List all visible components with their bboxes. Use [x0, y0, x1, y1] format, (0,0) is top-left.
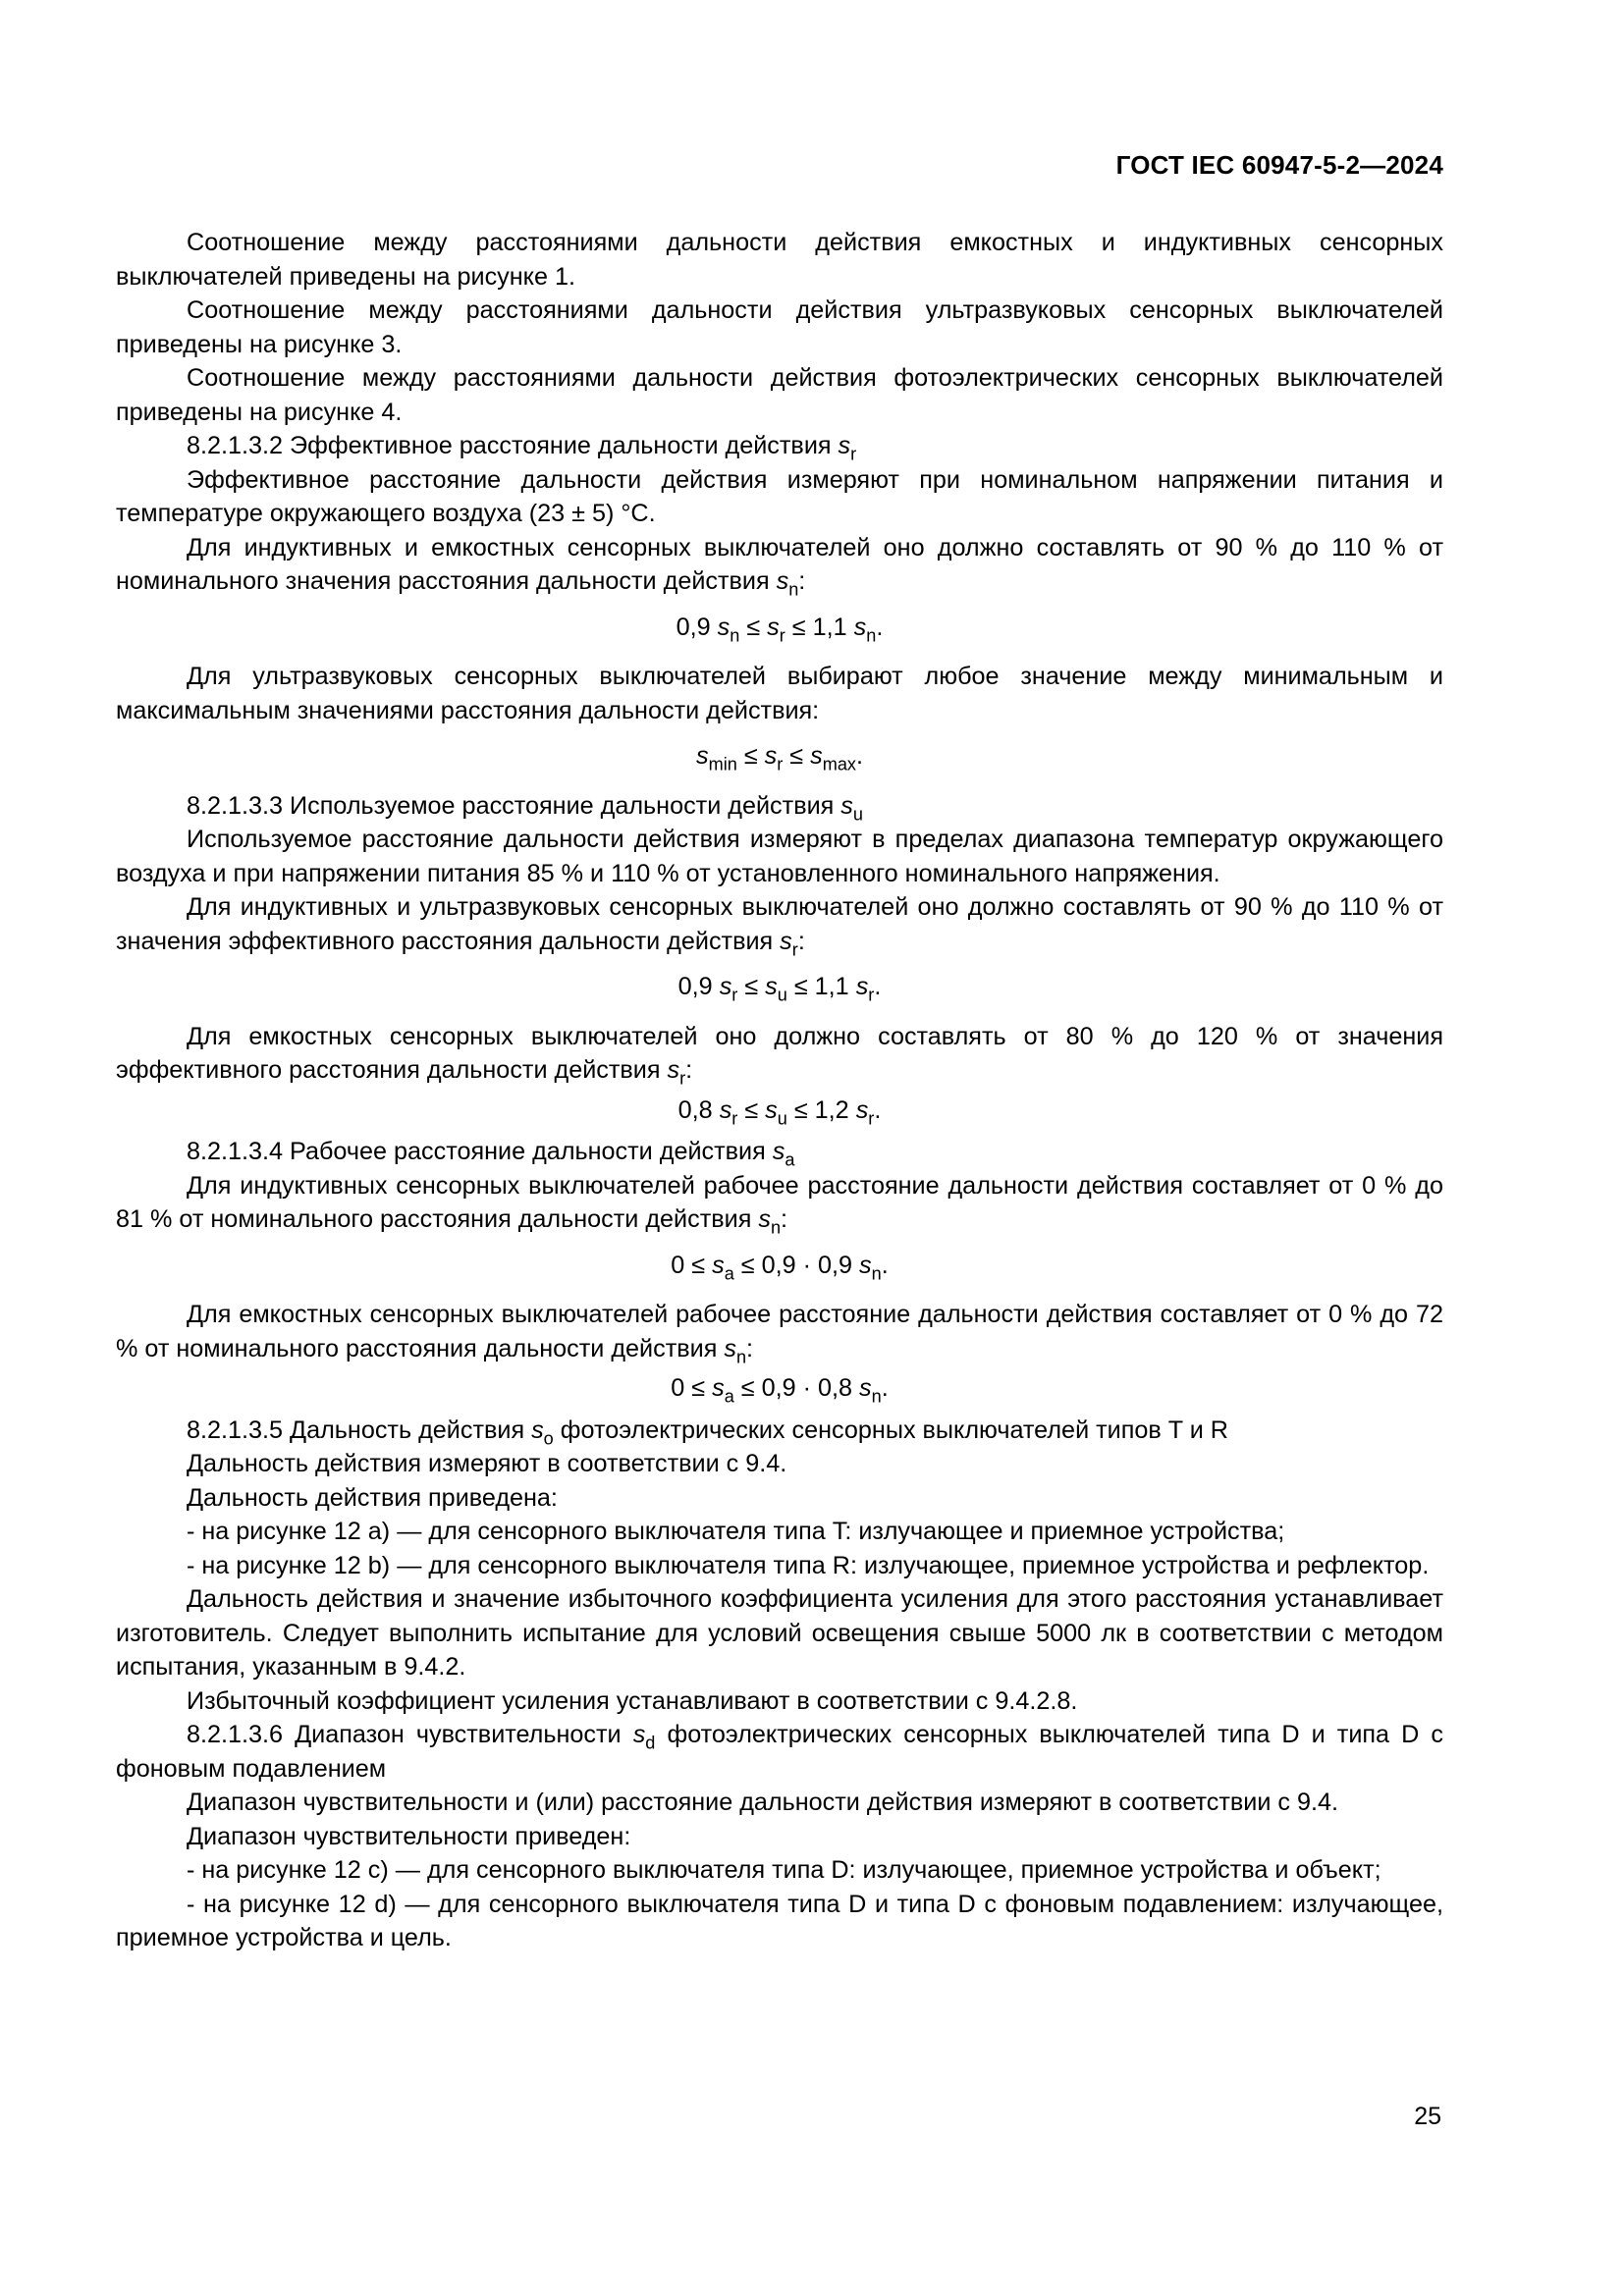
section-heading: 8.2.1.3.3 Используемое расстояние дальности действия $s_u$ — [187, 791, 863, 824]
paragraph: Соотношение между расстояниями дальности действия ультразвуковых сенсорных выключателей приведены на рисунке 3. — [116, 296, 1443, 358]
formula: 0,9 $s_n \le s_r \le 1,1$ $s_n$. — [676, 613, 884, 645]
paragraph: Диапазон чувствительности и (или) расстояние дальности действия измеряют в соответствии с 9.4. — [187, 1789, 1339, 1816]
paragraph: Дальность действия и значение избыточного коэффициента усиления для этого расстояния устанавливает изготовитель. Следует выполнить испытание для условий освещения свыше 5000 лк в соответствии с методом испытания, указанным в 9.4.2. — [116, 1585, 1443, 1681]
paragraph: Для индуктивных и ультразвуковых сенсорных выключателей оно должно составлять от 90 % до 110 % от значения эффективного расстояния дальности действия $s_r$: — [116, 893, 1443, 959]
formula: 0,9 $s_r \le s_u \le 1,1$ $s_r$. — [677, 973, 882, 1005]
paragraph: Соотношение между расстояниями дальности действия фотоэлектрических сенсорных выключателей приведены на рисунке 4. — [116, 364, 1443, 426]
section-heading: 8.2.1.3.2 Эффективное расстояние дальности действия $s_r$ — [187, 432, 857, 464]
paragraph: Диапазон чувствительности приведен: — [187, 1822, 631, 1850]
paragraph: Дальность действия приведена: — [187, 1483, 558, 1512]
list-item: - на рисунке 12 b) — для сенсорного выключателя типа R: излучающее, приемное устройства и рефлектор. — [187, 1551, 1430, 1579]
formula: 0,8 $s_r \le s_u \le 1,2$ $s_r$. — [677, 1095, 882, 1128]
paragraph: Для емкостных сенсорных выключателей оно должно составлять от 80 % до 120 % от значения эффективного расстояния дальности действия $s_r$: — [116, 1022, 1443, 1089]
paragraph: Избыточный коэффициент усиления устанавливают в соответствии с 9.4.2.8. — [187, 1686, 1078, 1715]
section-heading: 8.2.1.3.4 Рабочее расстояние дальности действия $s_a$ — [187, 1138, 795, 1170]
list-item: - на рисунке 12 а) — для сенсорного выключателя типа T: излучающее и приемное устройства; — [187, 1518, 1285, 1545]
paragraph: Для индуктивных сенсорных выключателей рабочее расстояние дальности действия составляет от 0 % до 81 % от номинального расстояния дальности действия $s_n$: — [116, 1171, 1443, 1238]
section-heading: 8.2.1.3.5 Дальность действия $s_o$ фотоэлектрических сенсорных выключателей типов T и R — [187, 1415, 1228, 1448]
document-body — [116, 226, 1443, 1955]
paragraph: Эффективное расстояние дальности действия измеряют при номинальном напряжении питания и температуре окружающего воздуха (23 ± 5) °C. — [116, 465, 1443, 527]
document-header: ГОСТ IEC 60947-5-2—2024 — [1115, 150, 1443, 180]
page-number: 25 — [1414, 2103, 1441, 2130]
formula: $s_{min} \le s_r \le s_{max}$. — [696, 742, 863, 774]
formula: $0 \le s_a \le 0,9 \cdot 0,8$ $s_n$. — [671, 1374, 889, 1407]
paragraph: Для ультразвуковых сенсорных выключателей выбирают любое значение между минимальным и максимальным значениями расстояния дальности действия: — [116, 663, 1443, 724]
paragraph: Для индуктивных и емкостных сенсорных выключателей оно должно составлять от 90 % до 110 % от номинального значения расстояния дальности действия $s_n$: — [116, 533, 1443, 600]
list-item: - на рисунке 12 c) — для сенсорного выключателя типа D: излучающее, приемное устройства и объект; — [187, 1856, 1381, 1884]
paragraph: Соотношение между расстояниями дальности действия емкостных и индуктивных сенсорных выключателей приведены на рисунке 1. — [116, 229, 1443, 291]
paragraph: Дальность действия измеряют в соответствии с 9.4. — [187, 1450, 787, 1477]
formula: $0 \le s_a \le 0,9 \cdot 0,9$ $s_n$. — [671, 1251, 889, 1283]
paragraph: Для емкостных сенсорных выключателей рабочее расстояние дальности действия составляет от 0 % до 72 % от номинального расстояния дальности действия $s_n$: — [116, 1301, 1443, 1366]
list-item: - на рисунке 12 d) — для сенсорного выключателя типа D и типа D с фоновым подавлением: излучающее, приемное устройства и цель. — [116, 1890, 1443, 1951]
paragraph: Используемое расстояние дальности действия измеряют в пределах диапазона температур окружающего воздуха и при напряжении питания 85 % и 110 % от установленного номинального напряжения. — [116, 826, 1443, 887]
section-heading: 8.2.1.3.6 Диапазон чувствительности $s_d$ фотоэлектрических сенсорных выключателей типа D и типа D с фоновым подавлением — [116, 1721, 1443, 1783]
